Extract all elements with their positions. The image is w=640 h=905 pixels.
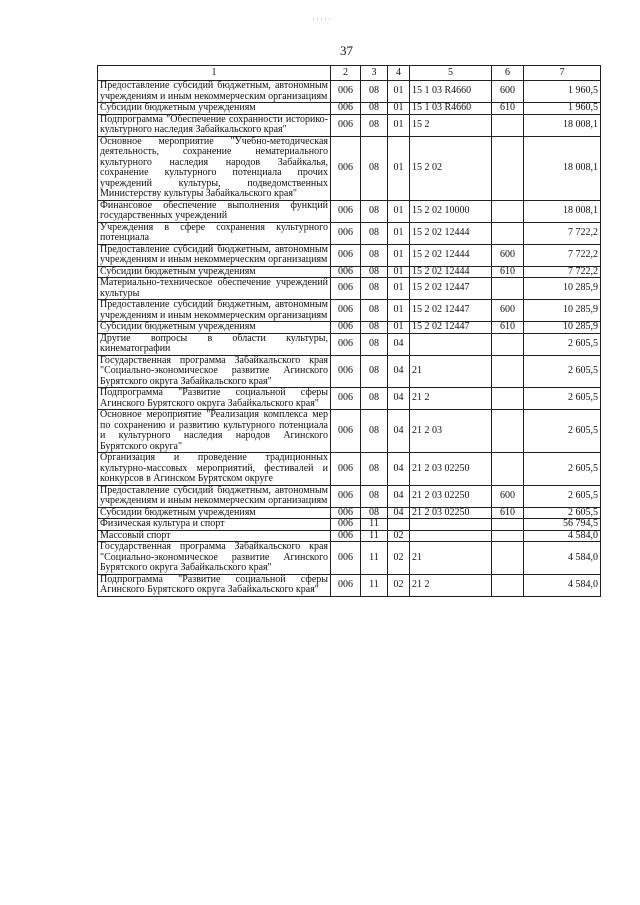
row-c4-cell: 01	[388, 222, 410, 244]
row-c4-cell: 04	[388, 355, 410, 388]
scan-mark: ·····	[312, 14, 332, 24]
row-c2-cell: 006	[331, 244, 361, 266]
row-name-cell: Организация и проведение традиционных культурно-массовых мероприятий, фестивалей и конкурсов в Агинском Бурятском округе	[98, 453, 331, 486]
row-c3-cell: 08	[361, 355, 388, 388]
row-c3-cell: 08	[361, 388, 388, 410]
row-c7-cell: 2 605,5	[524, 485, 601, 507]
row-c3-cell: 08	[361, 333, 388, 355]
row-c3-cell: 08	[361, 322, 388, 334]
row-c5-cell: 15 2 02 12444	[410, 266, 492, 278]
row-c6-cell	[492, 136, 524, 200]
row-c6-cell	[492, 388, 524, 410]
row-c6-cell	[492, 355, 524, 388]
row-c3-cell: 08	[361, 485, 388, 507]
row-c4-cell: 01	[388, 200, 410, 222]
row-c2-cell: 006	[331, 136, 361, 200]
row-c5-cell: 21 2 03 02250	[410, 453, 492, 486]
row-c5-cell: 21 2	[410, 574, 492, 596]
table-header-row	[98, 66, 601, 81]
row-c5-cell: 21 2 03	[410, 410, 492, 453]
row-c6-cell: 600	[492, 244, 524, 266]
row-c5-cell: 15 1 03 R4660	[410, 103, 492, 115]
row-c3-cell: 08	[361, 136, 388, 200]
row-c6-cell	[492, 574, 524, 596]
row-name-cell: Предоставление субсидий бюджетным, автономным учреждениям и иным некоммерческим организациям	[98, 300, 331, 322]
row-c4-cell: 02	[388, 530, 410, 542]
row-c2-cell: 006	[331, 222, 361, 244]
row-name-cell: Учреждения в сфере сохранения культурного потенциала	[98, 222, 331, 244]
row-c3-cell: 08	[361, 244, 388, 266]
row-c6-cell	[492, 530, 524, 542]
row-c3-cell: 08	[361, 410, 388, 453]
header-cell: 3	[361, 66, 388, 81]
table-row	[98, 574, 601, 596]
table-row	[98, 410, 601, 453]
row-c7-cell: 56 794,5	[524, 519, 601, 531]
row-c4-cell: 04	[388, 453, 410, 486]
row-c3-cell: 08	[361, 278, 388, 300]
row-c4-cell: 01	[388, 278, 410, 300]
row-c2-cell: 006	[331, 81, 361, 103]
header-cell: 4	[388, 66, 410, 81]
row-name-cell: Государственная программа Забайкальского края "Социально-экономическое развитие Агинского Бурятского округа Забайкальского края"	[98, 542, 331, 575]
row-c7-cell: 2 605,5	[524, 410, 601, 453]
row-c7-cell: 10 285,9	[524, 278, 601, 300]
row-name-cell: Подпрограмма "Развитие социальной сферы Агинского Бурятского округа Забайкальского края"	[98, 574, 331, 596]
row-c6-cell: 600	[492, 300, 524, 322]
row-c5-cell: 21	[410, 542, 492, 575]
row-c6-cell	[492, 542, 524, 575]
table-row	[98, 355, 601, 388]
row-name-cell: Предоставление субсидий бюджетным, автономным учреждениям и иным некоммерческим организациям	[98, 81, 331, 103]
row-c7-cell: 18 008,1	[524, 114, 601, 136]
row-name-cell: Массовый спорт	[98, 530, 331, 542]
table-row	[98, 81, 601, 103]
row-c7-cell: 2 605,5	[524, 333, 601, 355]
row-c7-cell: 18 008,1	[524, 200, 601, 222]
row-c6-cell	[492, 278, 524, 300]
row-c2-cell: 006	[331, 114, 361, 136]
row-c6-cell	[492, 453, 524, 486]
row-c6-cell: 610	[492, 266, 524, 278]
row-c4-cell: 01	[388, 136, 410, 200]
row-name-cell: Основное мероприятие "Реализация комплекса мер по сохранению и развитию культурного потенциала и культурного наследия народов Агинского Бурятского округа"	[98, 410, 331, 453]
table-row	[98, 485, 601, 507]
row-c7-cell: 2 605,5	[524, 507, 601, 519]
row-c7-cell: 2 605,5	[524, 388, 601, 410]
table-row	[98, 519, 601, 531]
row-c4-cell: 01	[388, 300, 410, 322]
row-c5-cell: 21 2	[410, 388, 492, 410]
row-c7-cell: 4 584,0	[524, 574, 601, 596]
row-c2-cell: 006	[331, 574, 361, 596]
row-c3-cell: 11	[361, 574, 388, 596]
table-row	[98, 136, 601, 200]
row-c2-cell: 006	[331, 278, 361, 300]
row-c7-cell: 2 605,5	[524, 355, 601, 388]
header-cell: 2	[331, 66, 361, 81]
row-c3-cell: 08	[361, 81, 388, 103]
row-c7-cell: 18 008,1	[524, 136, 601, 200]
row-c5-cell	[410, 519, 492, 531]
row-c7-cell: 10 285,9	[524, 300, 601, 322]
row-c3-cell: 08	[361, 222, 388, 244]
row-c4-cell: 01	[388, 114, 410, 136]
table-row	[98, 278, 601, 300]
row-c4-cell: 04	[388, 333, 410, 355]
row-c2-cell: 006	[331, 519, 361, 531]
row-c2-cell: 006	[331, 542, 361, 575]
row-c4-cell: 01	[388, 103, 410, 115]
table-row	[98, 530, 601, 542]
row-c5-cell: 15 2 02 12447	[410, 300, 492, 322]
row-c6-cell: 610	[492, 322, 524, 334]
row-c7-cell: 4 584,0	[524, 530, 601, 542]
row-c7-cell: 2 605,5	[524, 453, 601, 486]
row-c2-cell: 006	[331, 453, 361, 486]
table-row	[98, 200, 601, 222]
table-row	[98, 222, 601, 244]
row-c5-cell	[410, 333, 492, 355]
row-c3-cell: 08	[361, 453, 388, 486]
row-c5-cell: 21	[410, 355, 492, 388]
table-row	[98, 542, 601, 575]
table-row	[98, 333, 601, 355]
row-name-cell: Материально-техническое обеспечение учреждений культуры	[98, 278, 331, 300]
row-name-cell: Подпрограмма "Обеспечение сохранности историко-культурного наследия Забайкальского края"	[98, 114, 331, 136]
row-c4-cell: 04	[388, 388, 410, 410]
row-c5-cell: 15 2 02 12447	[410, 278, 492, 300]
row-c4-cell: 01	[388, 81, 410, 103]
row-c2-cell: 006	[331, 530, 361, 542]
row-c4-cell: 01	[388, 244, 410, 266]
row-name-cell: Субсидии бюджетным учреждениям	[98, 266, 331, 278]
row-c3-cell: 11	[361, 530, 388, 542]
page-number: 37	[340, 43, 353, 58]
row-c4-cell	[388, 519, 410, 531]
row-c3-cell: 08	[361, 200, 388, 222]
table-row	[98, 388, 601, 410]
table-row	[98, 453, 601, 486]
row-c5-cell: 15 2	[410, 114, 492, 136]
row-c5-cell: 15 2 02 12447	[410, 322, 492, 334]
row-c7-cell: 4 584,0	[524, 542, 601, 575]
row-c6-cell	[492, 200, 524, 222]
header-cell: 7	[524, 66, 601, 81]
table-row	[98, 266, 601, 278]
row-c2-cell: 006	[331, 410, 361, 453]
row-c7-cell: 7 722,2	[524, 222, 601, 244]
row-c5-cell	[410, 530, 492, 542]
row-c3-cell: 08	[361, 103, 388, 115]
row-c3-cell: 08	[361, 266, 388, 278]
header-cell: 1	[98, 66, 331, 81]
row-c5-cell: 21 2 03 02250	[410, 485, 492, 507]
row-c5-cell: 15 2 02 12444	[410, 244, 492, 266]
row-c6-cell	[492, 222, 524, 244]
row-c4-cell: 01	[388, 266, 410, 278]
row-name-cell: Государственная программа Забайкальского края "Социально-экономическое развитие Агинского Бурятского округа Забайкальского края"	[98, 355, 331, 388]
row-c4-cell: 04	[388, 485, 410, 507]
row-c5-cell: 15 2 02 12444	[410, 222, 492, 244]
row-c2-cell: 006	[331, 388, 361, 410]
row-c3-cell: 08	[361, 507, 388, 519]
header-cell: 6	[492, 66, 524, 81]
row-c7-cell: 7 722,2	[524, 266, 601, 278]
row-c4-cell: 01	[388, 322, 410, 334]
row-c3-cell: 11	[361, 542, 388, 575]
table-row	[98, 244, 601, 266]
row-c6-cell	[492, 519, 524, 531]
row-name-cell: Субсидии бюджетным учреждениям	[98, 322, 331, 334]
row-c2-cell: 006	[331, 200, 361, 222]
row-c7-cell: 1 960,5	[524, 103, 601, 115]
table-row	[98, 300, 601, 322]
row-c4-cell: 04	[388, 410, 410, 453]
table-row	[98, 114, 601, 136]
row-name-cell: Предоставление субсидий бюджетным, автономным учреждениям и иным некоммерческим организациям	[98, 485, 331, 507]
row-c6-cell	[492, 410, 524, 453]
row-c6-cell: 600	[492, 485, 524, 507]
budget-table	[97, 65, 601, 597]
row-name-cell: Физическая культура и спорт	[98, 519, 331, 531]
row-c5-cell: 15 2 02	[410, 136, 492, 200]
row-c4-cell: 02	[388, 542, 410, 575]
row-c2-cell: 006	[331, 300, 361, 322]
row-c6-cell	[492, 114, 524, 136]
table-row	[98, 507, 601, 519]
row-name-cell: Основное мероприятие "Учебно-методическая деятельность, сохранение нематериального культурного наследия народов Забайкалья, сохранение культурного потенциала прочих учреждений культуры, подведомственных Министерству культуры Забайкальского края"	[98, 136, 331, 200]
row-c6-cell	[492, 333, 524, 355]
row-c2-cell: 006	[331, 322, 361, 334]
table-row	[98, 322, 601, 334]
row-c6-cell: 610	[492, 103, 524, 115]
row-c6-cell: 610	[492, 507, 524, 519]
row-c5-cell: 15 2 02 10000	[410, 200, 492, 222]
row-name-cell: Субсидии бюджетным учреждениям	[98, 103, 331, 115]
row-c7-cell: 1 960,5	[524, 81, 601, 103]
row-name-cell: Предоставление субсидий бюджетным, автономным учреждениям и иным некоммерческим организациям	[98, 244, 331, 266]
row-name-cell: Субсидии бюджетным учреждениям	[98, 507, 331, 519]
row-c3-cell: 11	[361, 519, 388, 531]
row-c4-cell: 04	[388, 507, 410, 519]
row-c2-cell: 006	[331, 507, 361, 519]
row-c2-cell: 006	[331, 103, 361, 115]
row-c7-cell: 7 722,2	[524, 244, 601, 266]
row-c7-cell: 10 285,9	[524, 322, 601, 334]
header-cell: 5	[410, 66, 492, 81]
row-c5-cell: 21 2 03 02250	[410, 507, 492, 519]
row-c2-cell: 006	[331, 485, 361, 507]
row-name-cell: Подпрограмма "Развитие социальной сферы Агинского Бурятского округа Забайкальского края"	[98, 388, 331, 410]
row-c2-cell: 006	[331, 266, 361, 278]
row-c6-cell: 600	[492, 81, 524, 103]
table-row	[98, 103, 601, 115]
row-name-cell: Другие вопросы в области культуры, кинематографии	[98, 333, 331, 355]
row-c3-cell: 08	[361, 114, 388, 136]
row-c2-cell: 006	[331, 355, 361, 388]
row-name-cell: Финансовое обеспечение выполнения функций государственных учреждений	[98, 200, 331, 222]
row-c2-cell: 006	[331, 333, 361, 355]
row-c4-cell: 02	[388, 574, 410, 596]
row-c5-cell: 15 1 03 R4660	[410, 81, 492, 103]
row-c3-cell: 08	[361, 300, 388, 322]
